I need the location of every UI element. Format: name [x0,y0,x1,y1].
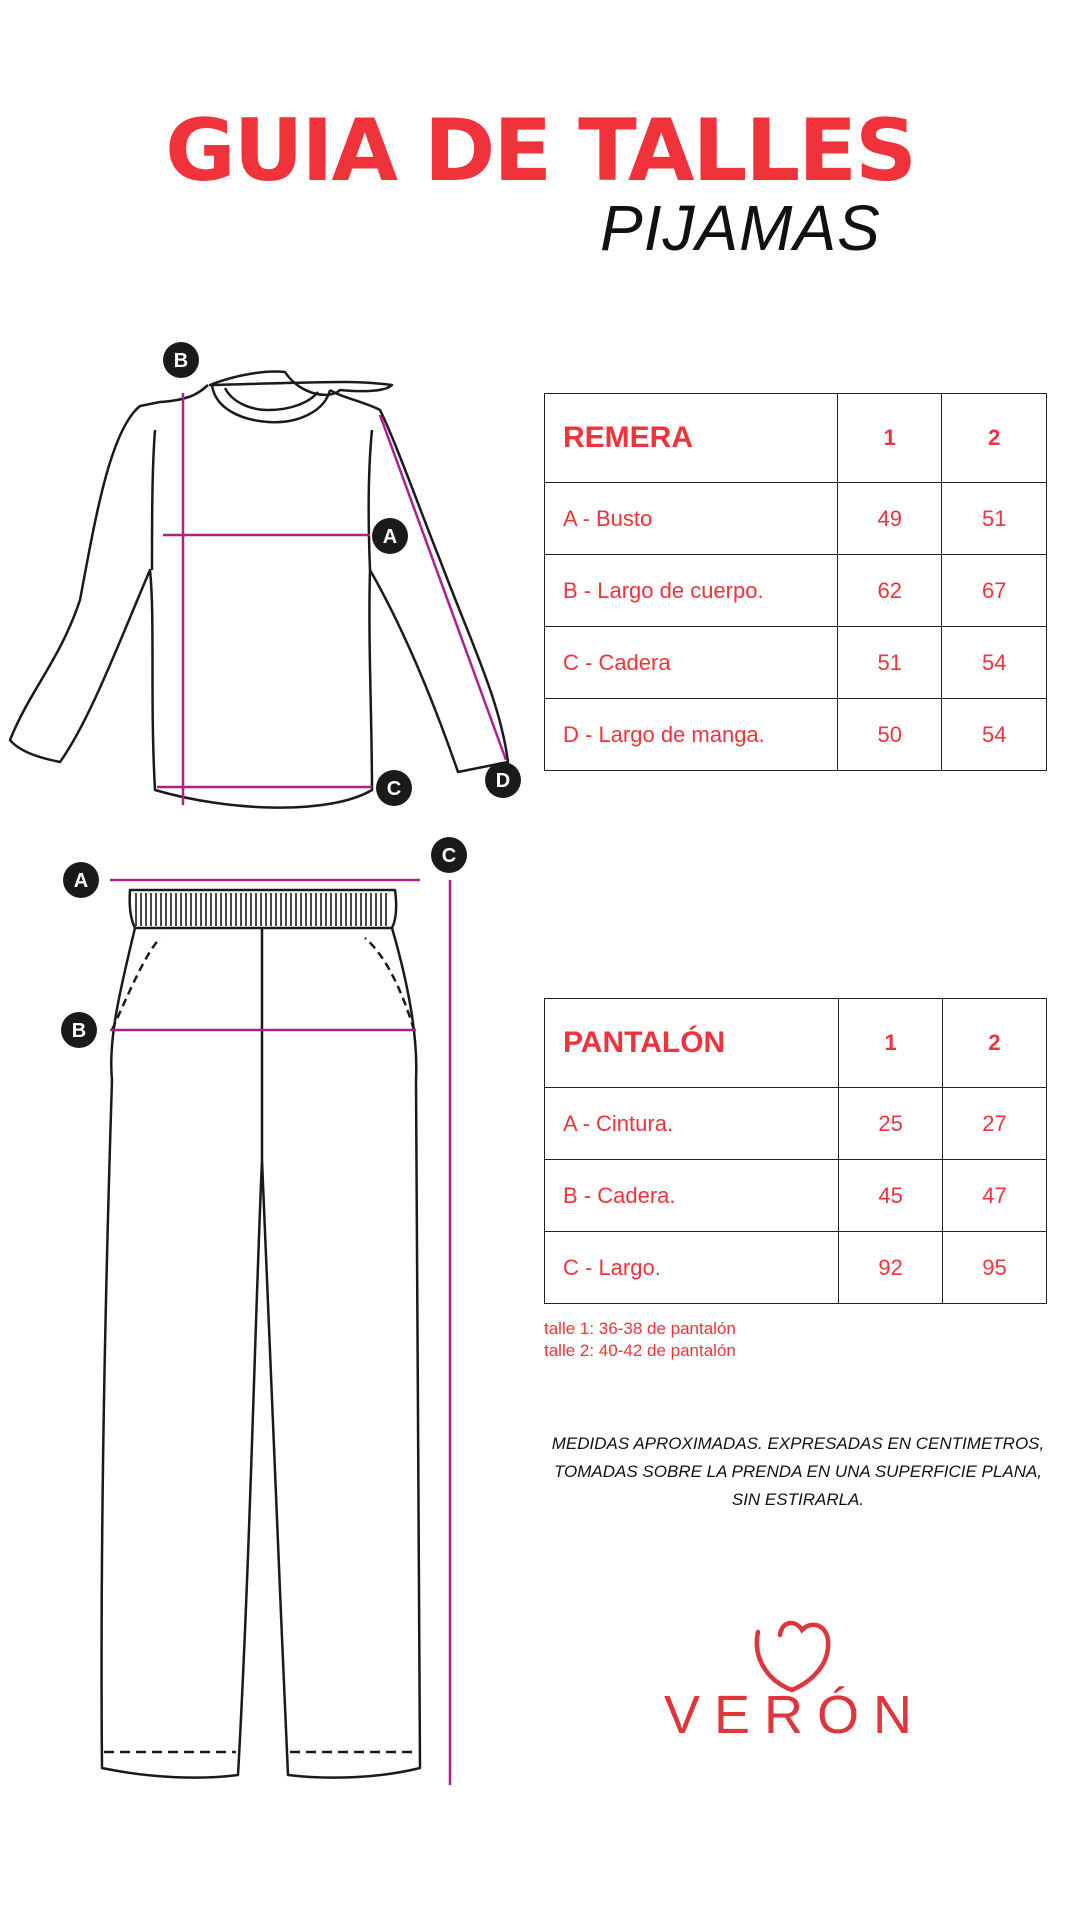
shirt-measure-lines [157,393,506,805]
row-value: 27 [943,1088,1047,1160]
heart-swirl-icon [757,1623,828,1690]
disclaimer-line: SIN ESTIRARLA. [731,1490,865,1509]
row-value: 95 [943,1232,1047,1304]
row-value: 50 [837,699,942,771]
row-value: 45 [839,1160,943,1232]
row-value: 25 [839,1088,943,1160]
table-row [545,1160,1047,1232]
brand-logo-text: VERÓN [663,1685,927,1745]
size-header: 1 [839,999,943,1088]
pants-size-table [544,998,1047,1304]
svg-text:D: D [495,770,511,792]
table-heading: REMERA [545,394,838,483]
marker-b-shirt [163,342,199,378]
marker-a-pants [63,862,99,898]
row-value: 51 [942,483,1047,555]
marker-c-shirt [376,770,412,806]
shirt-size-table [544,393,1047,771]
size-header: 2 [942,394,1047,483]
measurement-disclaimer [548,1430,1048,1514]
size-note: talle 1: 36-38 de pantalón [544,1319,736,1338]
marker-d-shirt [485,762,521,798]
svg-text:A: A [382,526,398,548]
size-header: 1 [837,394,942,483]
page-title: GUIA DE TALLES [165,101,915,201]
marker-b-pants [61,1012,97,1048]
pants-diagram [102,890,420,1778]
row-label: B - Largo de cuerpo. [545,555,838,627]
row-value: 62 [837,555,942,627]
table-row [545,555,1047,627]
table-header-row [545,999,1047,1088]
row-value: 49 [837,483,942,555]
table-row [545,1232,1047,1304]
row-label: B - Cadera. [545,1160,839,1232]
row-value: 54 [942,627,1047,699]
disclaimer-line: TOMADAS SOBRE LA PRENDA EN UNA SUPERFICIE PLANA, [553,1462,1043,1481]
marker-a-shirt [372,518,408,554]
table-heading: PANTALÓN [545,999,839,1088]
size-notes [544,1318,736,1362]
row-label: A - Cintura. [545,1088,839,1160]
svg-text:A: A [73,870,89,892]
size-header: 2 [943,999,1047,1088]
row-value: 47 [943,1160,1047,1232]
size-note: talle 2: 40-42 de pantalón [544,1341,736,1360]
table-row [545,1088,1047,1160]
svg-text:B: B [71,1020,87,1042]
svg-text:C: C [386,778,402,800]
row-value: 54 [942,699,1047,771]
row-value: 51 [837,627,942,699]
table-header-row [545,394,1047,483]
page-subtitle: PIJAMAS [600,192,881,264]
table-row [545,699,1047,771]
row-label: A - Busto [545,483,838,555]
pants-measure-lines [110,880,450,1785]
svg-text:C: C [441,845,457,867]
row-label: C - Largo. [545,1232,839,1304]
row-value: 67 [942,555,1047,627]
row-value: 92 [839,1232,943,1304]
table-row [545,483,1047,555]
table-row [545,627,1047,699]
row-label: D - Largo de manga. [545,699,838,771]
row-label: C - Cadera [545,627,838,699]
shirt-diagram [10,372,511,808]
marker-c-pants [431,837,467,873]
disclaimer-line: MEDIDAS APROXIMADAS. EXPRESADAS EN CENTIMETROS, [551,1434,1045,1453]
svg-text:B: B [173,350,189,372]
